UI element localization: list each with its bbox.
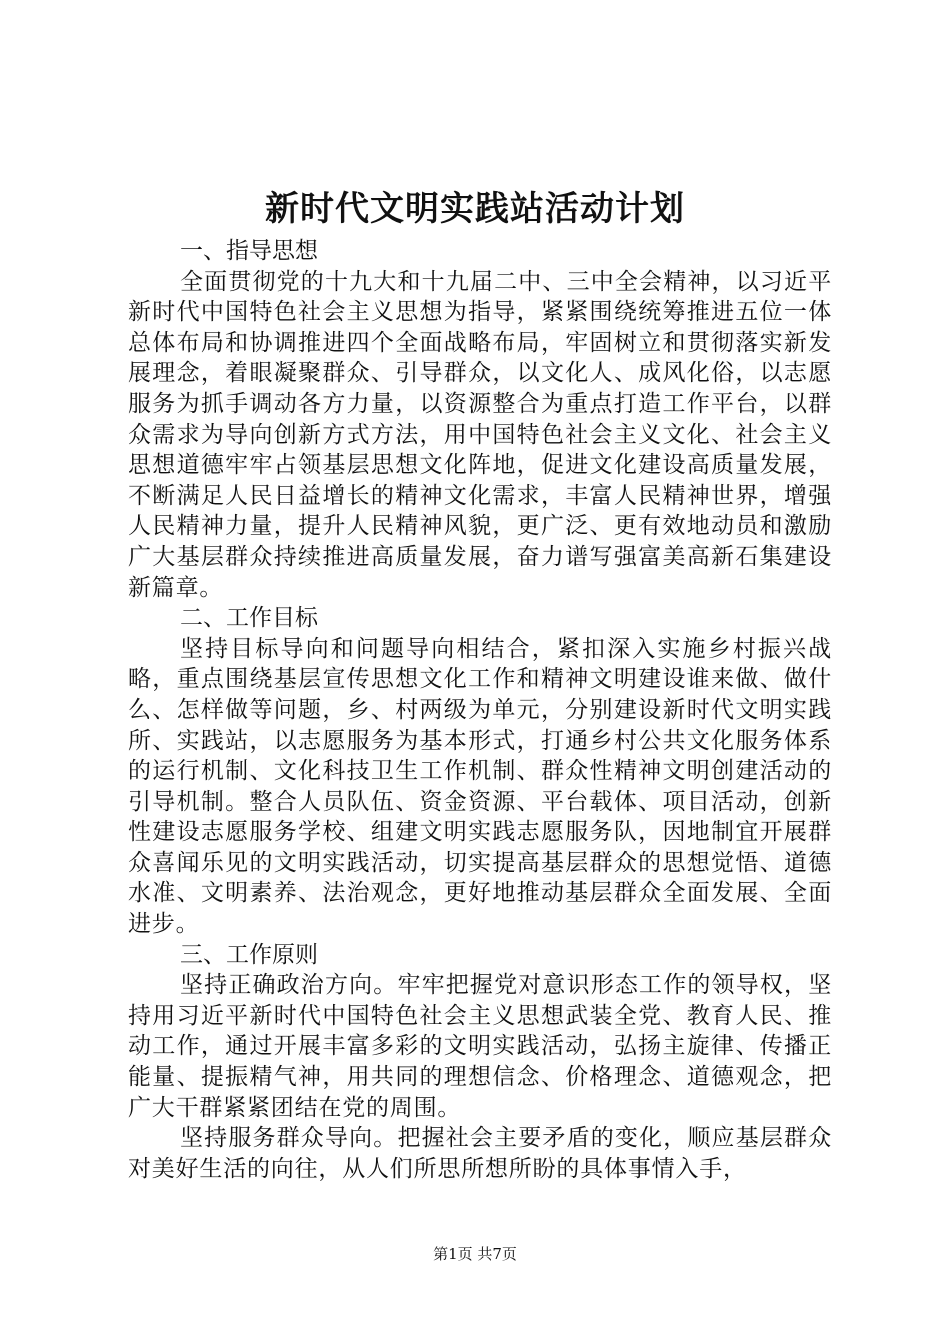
page-footer: 第1页 共7页	[433, 1245, 517, 1263]
paragraph-guiding-ideology: 全面贯彻党的十九大和十九届二中、三中全会精神，以习近平新时代中国特色社会主义思想为指导，紧紧围绕统筹推进五位一体总体布局和协调推进四个全面战略布局，牢固树立和贯彻落实新发展理念，着眼凝聚群众、引导群众，以文化人、成风化俗，以志愿服务为抓手调动各方力量，以资源整合为重点打造工作平台，以群众需求为导向创新方式方法，用中国特色社会主义文化、社会主义思想道德牢牢占领基层思想文化阵地，促进文化建设高质量发展，不断满足人民日益增长的精神文化需求，丰富人民精神世界，增强人民精神力量，提升人民精神风貌，更广泛、更有效地动员和激励广大基层群众持续推进高质量发展，奋力谱写强富美高新石集建设新篇章。	[128, 268, 832, 601]
paragraph-political-direction: 坚持正确政治方向。牢牢把握党对意识形态工作的领导权，坚持用习近平新时代中国特色社会主义思想武装全党、教育人民、推动工作，通过开展丰富多彩的文明实践活动，弘扬主旋律、传播正能量、提振精气神，用共同的理想信念、价格理念、道德观念，把广大干群紧紧团结在党的周围。	[128, 972, 832, 1121]
paragraph-serve-masses: 坚持服务群众导向。把握社会主要矛盾的变化，顺应基层群众对美好生活的向往，从人们所思所想所盼的具体事情入手，	[128, 1125, 832, 1182]
section-heading-work-goals: 二、工作目标	[180, 605, 318, 632]
document-body	[128, 236, 832, 1184]
document-title: 新时代文明实践站活动计划	[265, 189, 685, 229]
paragraph-work-goals: 坚持目标导向和问题导向相结合，紧扣深入实施乡村振兴战略，重点围绕基层宣传思想文化工作和精神文明建设谁来做、做什么、怎样做等问题，乡、村两级为单元，分别建设新时代文明实践所、实践站，以志愿服务为基本形式，打通乡村公共文化服务体系的运行机制、文化科技卫生工作机制、群众性精神文明创建活动的引导机制。整合人员队伍、资金资源、平台载体、项目活动，创新性建设志愿服务学校、组建文明实践志愿服务队，因地制宜开展群众喜闻乐见的文明实践活动，切实提高基层群众的思想觉悟、道德水准、文明素养、法治观念，更好地推动基层群众全面发展、全面进步。	[128, 635, 832, 938]
section-heading-work-principles: 三、工作原则	[180, 941, 318, 968]
section-heading-guiding-ideology: 一、指导思想	[180, 238, 318, 264]
